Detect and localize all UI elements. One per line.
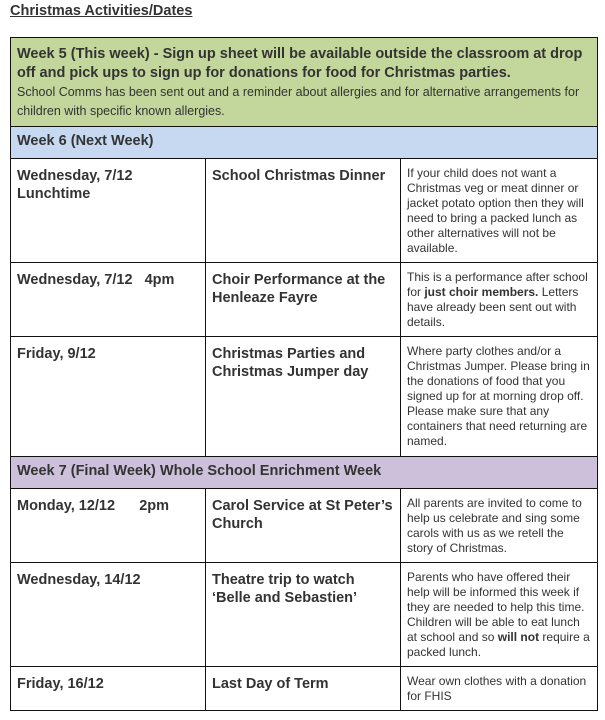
details-text: All parents are invited to come to help us celebrate and sing some carols with us as we retell the story of Christmas. (407, 496, 582, 555)
event-date: Friday, 9/12 (11, 337, 206, 457)
details-text: If your child does not want a Christmas veg or meat dinner or jacket potato option then they will need to bring a packed lunch as other alternatives will not be available. (407, 166, 584, 255)
event-details (401, 159, 598, 263)
table-row (11, 159, 598, 263)
event-name: Theatre trip to watch ‘Belle and Sebastien’ (206, 563, 401, 667)
event-name: Christmas Parties and Christmas Jumper day (206, 337, 401, 457)
emphasis-text: will not (497, 630, 540, 644)
section-heading: Week 7 (Final Week) Whole School Enrichment Week (11, 457, 598, 489)
details-text: require a packed lunch. (407, 630, 590, 659)
event-name: School Christmas Dinner (206, 159, 401, 263)
table-row (11, 667, 598, 711)
details-text: Wear own clothes with a donation for FHIS (407, 674, 587, 703)
event-name: Carol Service at St Peter’s Church (206, 489, 401, 563)
details-text: This is a performance after school for (407, 270, 588, 299)
activities-table (10, 37, 598, 711)
event-details (401, 563, 598, 667)
event-details (401, 489, 598, 563)
section-heading-row (11, 457, 598, 489)
section-heading-row (11, 127, 598, 159)
week5-note: School Comms has been sent out and a reminder about allergies and for alternative arrangements for children with specific known allergies. (17, 85, 580, 118)
table-row (11, 263, 598, 337)
table-row (11, 489, 598, 563)
table-row (11, 337, 598, 457)
event-date: Wednesday, 7/12 Lunchtime (11, 159, 206, 263)
event-name: Choir Performance at the Henleaze Fayre (206, 263, 401, 337)
event-date: Wednesday, 7/12 4pm (11, 263, 206, 337)
details-text: Letters have already been sent out with details. (407, 285, 579, 329)
event-name: Last Day of Term (206, 667, 401, 711)
details-text: Where party clothes and/or a Christmas Jumper. Please bring in the donations of food that you signed up for at morning drop off. Please make sure that any containers that need returning are named. (407, 344, 590, 448)
details-text: Parents who have offered their help will be informed this week if they are needed to help this time. Children will be able to eat lunch at school and so (407, 570, 585, 644)
event-date: Monday, 12/12 2pm (11, 489, 206, 563)
event-date: Friday, 16/12 (11, 667, 206, 711)
event-details (401, 263, 598, 337)
event-date: Wednesday, 14/12 (11, 563, 206, 667)
section-heading: Week 6 (Next Week) (11, 127, 598, 159)
week5-banner (11, 38, 598, 127)
emphasis-text: just choir members. (424, 285, 539, 299)
page-title: Christmas Activities/Dates (10, 3, 193, 19)
week5-heading: Week 5 (This week) - Sign up sheet will be available outside the classroom at drop off and pick ups to sign up for donations for food for Christmas parties. (17, 46, 583, 81)
event-details (401, 667, 598, 711)
event-details (401, 337, 598, 457)
table-row (11, 563, 598, 667)
